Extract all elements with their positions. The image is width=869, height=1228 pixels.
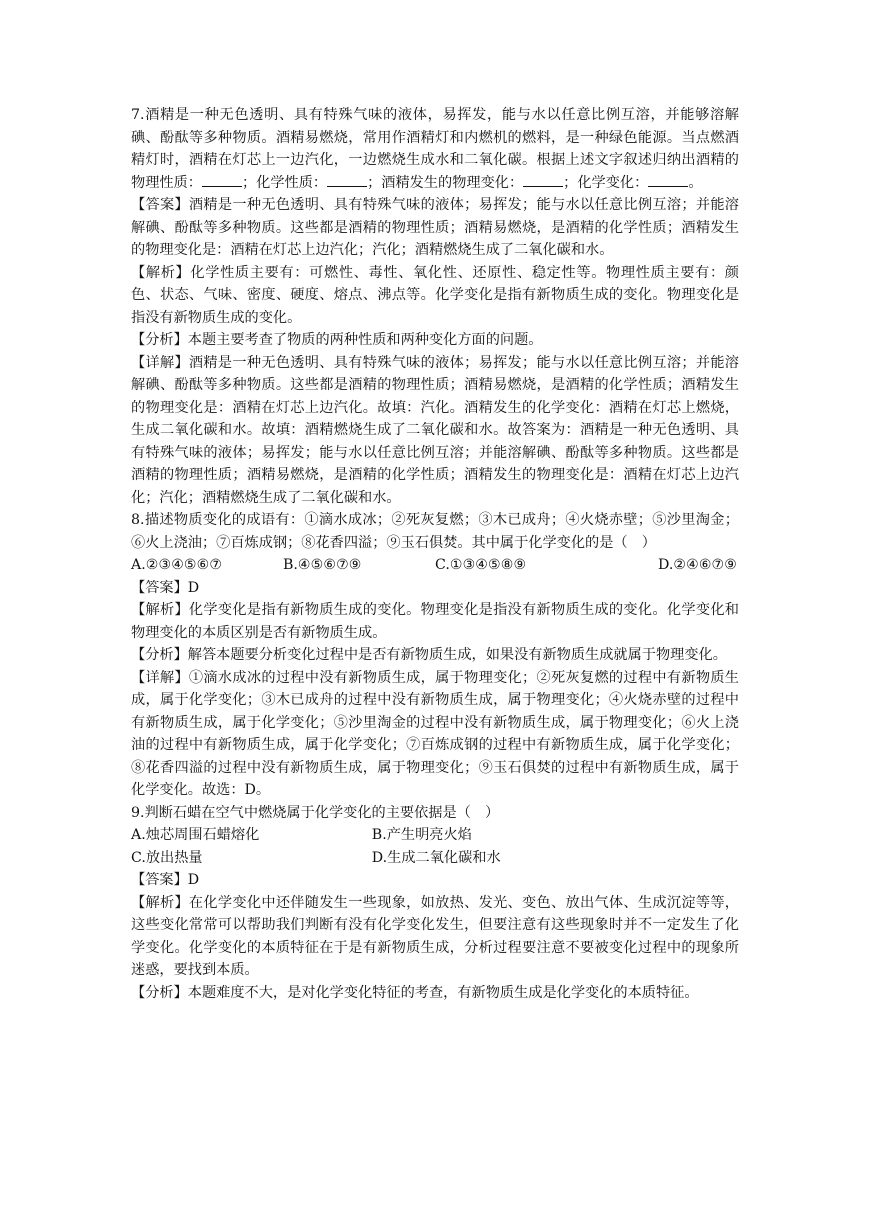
q8-option-a[interactable]: A.②③④⑤⑥⑦ xyxy=(131,557,223,573)
q9-option-b[interactable]: B.产生明亮火焰 xyxy=(371,827,472,843)
q7-stem-text: ；化学性质： xyxy=(241,174,328,191)
q9-option-a[interactable]: A.烛芯周围石蜡熔化 xyxy=(131,827,260,843)
q8-jiexi: 【解析】化学变化是指有新物质生成的变化。物理变化是指没有新物质生成的变化。化学变化和物理变化的本质区别是否有新物质生成。 xyxy=(131,602,739,641)
q9-answer: 【答案】D xyxy=(131,872,200,888)
q7-stem-text: ；酒精发生的物理变化： xyxy=(367,174,524,191)
document-page xyxy=(131,104,739,1004)
answer-blank[interactable] xyxy=(202,172,242,187)
answer-blank[interactable] xyxy=(648,172,688,187)
q7-fenxi: 【分析】本题主要考查了物质的两种性质和两种变化方面的问题。 xyxy=(131,332,543,348)
q8-fenxi: 【分析】解答本题要分析变化过程中是否有新物质生成，如果没有新物质生成就属于物理变化。 xyxy=(131,647,727,663)
q9-jiexi: 【解析】在化学变化中还伴随发生一些现象，如放热、发光、变色、放出气体、生成沉淀等等，这些变化常常可以帮助我们判断有没有化学变化发生，但要注意有这些现象时并不一定发生了化学变化。化学变化的本质特征在于是有新物质生成，分析过程要注意不要被变化过程中的现象所迷惑，要找到本质。 xyxy=(131,894,739,978)
q7-stem-text: ；化学变化： xyxy=(563,174,649,191)
q8-option-d[interactable]: D.②④⑥⑦⑨ xyxy=(658,557,737,573)
q8-options xyxy=(131,554,739,577)
q8-option-b[interactable]: B.④⑤⑥⑦⑨ xyxy=(283,557,362,573)
q7-answer: 【答案】酒精是一种无色透明、具有特殊气味的液体；易挥发；能与水以任意比例互溶；并能溶解碘、酚酞等多种物质。这些都是酒精的物理性质；酒精易燃烧，是酒精的化学性质；酒精发生的物理变化是：酒精在灯芯上边汽化；汽化；酒精燃烧生成了二氧化碳和水。 xyxy=(131,197,739,258)
q8-answer: 【答案】D xyxy=(131,579,200,596)
answer-blank[interactable] xyxy=(327,172,367,187)
question-9-stem: 9.判断石蜡在空气中燃烧属于化学变化的主要依据是（ ） xyxy=(131,804,500,821)
q7-jiexi: 【解析】化学性质主要有：可燃性、毒性、氧化性、还原性、稳定性等。物理性质主要有：颜色、状态、气味、密度、硬度、熔点、沸点等。化学变化是指有新物质生成的变化。物理变化是指没有新物质生成的变化。 xyxy=(131,264,739,326)
question-8-stem: 8.描述物质变化的成语有：①滴水成冰；②死灰复燃；③木已成舟；④火烧赤壁；⑤沙里淘金；⑥火上浇油；⑦百炼成钢；⑧花香四溢；⑨玉石俱焚。其中属于化学变化的是（ ） xyxy=(131,512,739,551)
question-7-stem xyxy=(131,104,739,194)
q8-xiangjie: 【详解】①滴水成冰的过程中没有新物质生成，属于物理变化；②死灰复燃的过程中有新物质生成，属于化学变化；③木已成舟的过程中没有新物质生成，属于物理变化；④火烧赤壁的过程中有新物质生成，属于化学变化；⑤沙里淘金的过程中没有新物质生成，属于物理变化；⑥火上浇油的过程中有新物质生成，属于化学变化；⑦百炼成钢的过程中有新物质生成，属于化学变化；⑧花香四溢的过程中没有新物质生成，属于物理变化；⑨玉石俱焚的过程中有新物质生成，属于化学变化。故选：D。 xyxy=(131,669,739,798)
q7-xiangjie: 【详解】酒精是一种无色透明、具有特殊气味的液体；易挥发；能与水以任意比例互溶；并能溶解碘、酚酞等多种物质。这些都是酒精的物理性质；酒精易燃烧，是酒精的化学性质；酒精发生的物理变化是：酒精在灯芯上边汽化。故填：汽化。酒精发生的化学变化：酒精在灯芯上燃烧，生成二氧化碳和水。故填：酒精燃烧生成了二氧化碳和水。故答案为：酒精是一种无色透明、具有特殊气味的液体；易挥发；能与水以任意比例互溶；并能溶解碘、酚酞等多种物质。这些都是酒精的物理性质；酒精易燃烧，是酒精的化学性质；酒精发生的物理变化是：酒精在灯芯上边汽化；汽化；酒精燃烧生成了二氧化碳和水。 xyxy=(131,354,739,506)
q9-fenxi: 【分析】本题难度不大，是对化学变化特征的考查，有新物质生成是化学变化的本质特征。 xyxy=(131,984,699,1001)
answer-blank[interactable] xyxy=(523,172,563,187)
q7-stem-text: 7.酒精是一种无色透明、具有特殊气味的液体，易挥发，能与水以任意比例互溶，并能够溶解碘、酚酞等多种物质。酒精易燃烧，常用作酒精灯和内燃机的燃料，是一种绿色能源。当点燃酒精灯时，酒精在灯芯上一边汽化，一边燃烧生成水和二氧化碳。根据上述文字叙述归纳出酒精的物理性质： xyxy=(131,107,739,191)
q7-stem-text: 。 xyxy=(688,174,703,191)
q9-options xyxy=(131,824,739,869)
q9-option-c[interactable]: C.放出热量 xyxy=(131,849,203,866)
q9-option-d[interactable]: D.生成二氧化碳和水 xyxy=(371,849,501,866)
q8-option-c[interactable]: C.①③④⑤⑧⑨ xyxy=(435,557,527,573)
